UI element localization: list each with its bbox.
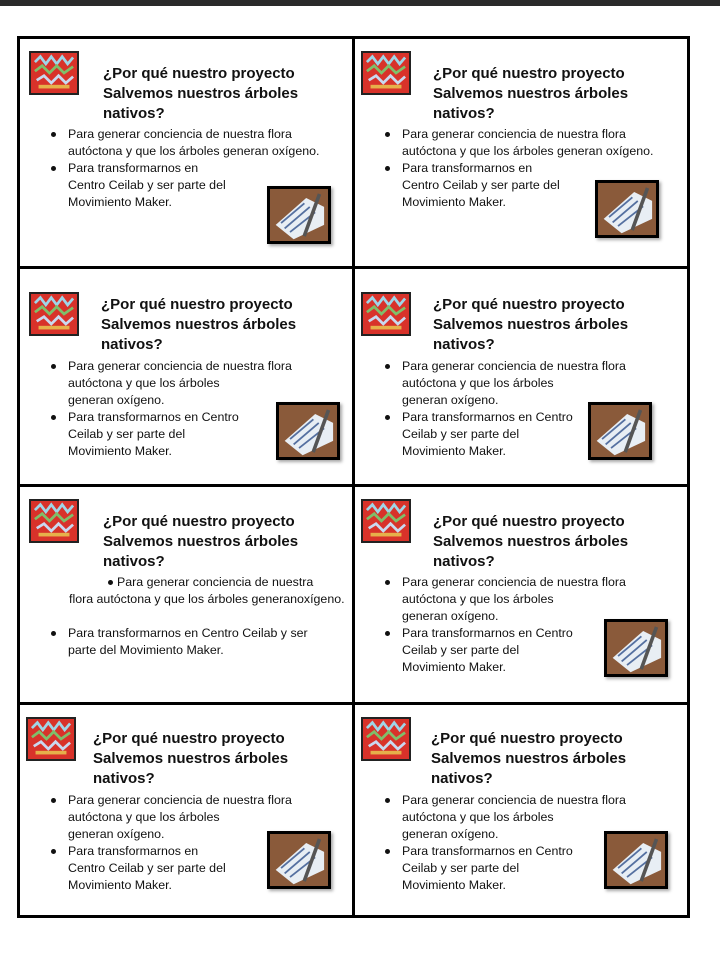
reason-item: Para transformarnos en Centro Ceilab y ser parte del Movimiento Maker. [384, 160, 690, 211]
project-logo-icon [29, 499, 79, 543]
reason-item: Para generar conciencia de nuestra flora autóctona y que los árboles generan oxígeno. [50, 792, 355, 843]
bullet-dot [108, 580, 113, 585]
info-card-7 [17, 702, 355, 918]
reason-item: Para generar conciencia de nuestra [69, 574, 355, 591]
reason-item: Para transformarnos en Centro Ceilab y ser parte del Movimiento Maker. [50, 409, 355, 460]
card-title: ¿Por qué nuestro proyecto Salvemos nuestros árboles nativos? [433, 296, 629, 353]
reason-item: Para generar conciencia de nuestra flora autóctona y que los árboles generan oxígeno. [384, 126, 690, 160]
info-card-4 [352, 266, 690, 487]
card-title: ¿Por qué nuestro proyecto Salvemos nuestros árboles nativos? [101, 296, 297, 353]
sign-photo-icon [604, 831, 668, 889]
reason-item: Para transformarnos en Centro Ceilab y ser parte del Movimiento Maker. [50, 160, 355, 211]
reason-item: Para generar conciencia de nuestra flora autóctona y que los árboles generan oxígeno. [50, 126, 355, 160]
project-logo-icon [26, 717, 76, 761]
sign-photo-icon [276, 402, 340, 460]
info-card-8 [352, 702, 690, 918]
reason-item: Para transformarnos en Centro Ceilab y ser parte del Movimiento Maker. [50, 625, 355, 659]
info-card-6 [352, 484, 690, 705]
info-card-3 [17, 266, 355, 487]
card-title: ¿Por qué nuestro proyecto Salvemos nuestros árboles nativos? [433, 513, 629, 570]
card-title: ¿Por qué nuestro proyecto Salvemos nuestros árboles nativos? [103, 513, 299, 570]
reasons-list [69, 574, 355, 608]
project-logo-icon [361, 292, 411, 336]
sign-photo-icon [267, 186, 331, 244]
info-card-5 [17, 484, 355, 705]
sign-photo-icon [595, 180, 659, 238]
reason-item: Para generar conciencia de nuestra flora autóctona y que los árboles generan oxígeno. [384, 358, 690, 409]
reason-item: Para transformarnos en Centro Ceilab y ser parte del Movimiento Maker. [384, 625, 690, 676]
sign-photo-icon [604, 619, 668, 677]
project-logo-icon [361, 499, 411, 543]
reason-item-continuation: flora autóctona y que los árboles generanoxígeno. [69, 592, 345, 606]
reasons-list-2 [50, 625, 355, 659]
info-card-1 [17, 36, 355, 269]
reason-item: Para transformarnos en Centro Ceilab y ser parte del Movimiento Maker. [50, 843, 355, 894]
sign-photo-icon [267, 831, 331, 889]
card-title: ¿Por qué nuestro proyecto Salvemos nuestros árboles nativos? [433, 65, 629, 122]
reason-item: Para transformarnos en Centro Ceilab y ser parte del Movimiento Maker. [384, 409, 690, 460]
project-logo-icon [361, 717, 411, 761]
top-dark-strip [0, 0, 720, 6]
project-logo-icon [29, 292, 79, 336]
info-card-2 [352, 36, 690, 269]
reason-item: Para generar conciencia de nuestra flora autóctona y que los árboles generan oxígeno. [50, 358, 355, 409]
reason-item: Para generar conciencia de nuestra flora autóctona y que los árboles generan oxígeno. [384, 792, 690, 843]
sign-photo-icon [588, 402, 652, 460]
card-title: ¿Por qué nuestro proyecto Salvemos nuestros árboles nativos? [93, 730, 289, 787]
project-logo-icon [361, 51, 411, 95]
card-title: ¿Por qué nuestro proyecto Salvemos nuestros árboles nativos? [431, 730, 627, 787]
card-title: ¿Por qué nuestro proyecto Salvemos nuestros árboles nativos? [103, 65, 299, 122]
project-logo-icon [29, 51, 79, 95]
reason-item: Para transformarnos en Centro Ceilab y ser parte del Movimiento Maker. [384, 843, 690, 894]
reason-item: Para generar conciencia de nuestra flora autóctona y que los árboles generan oxígeno. [384, 574, 690, 625]
